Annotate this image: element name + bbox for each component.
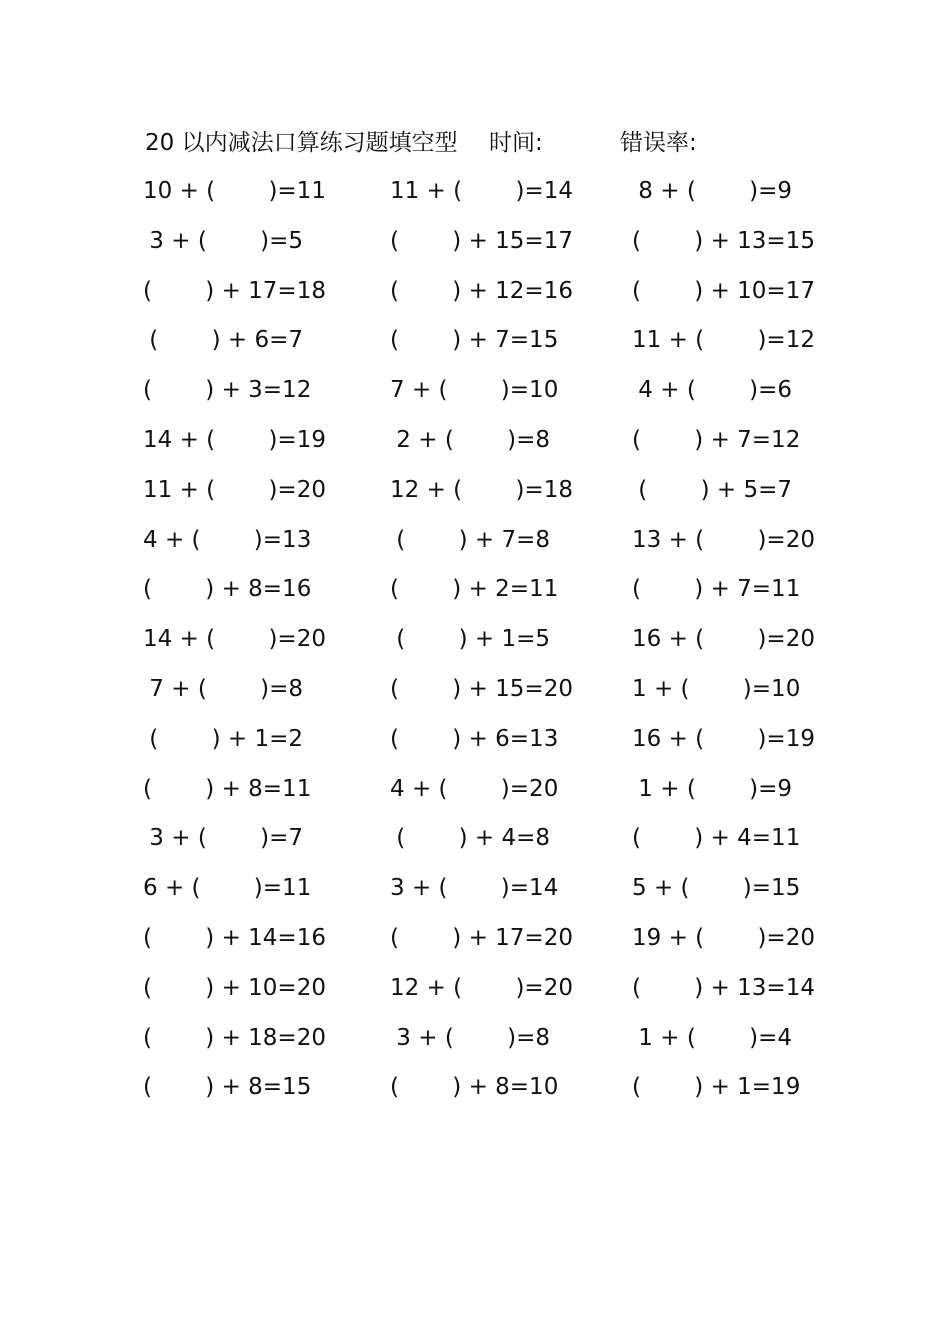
problem-item: ( ) + 7=15 (390, 327, 559, 354)
problem-item: ( ) + 2=11 (390, 576, 559, 603)
problem-item: 19 + ( )=20 (632, 924, 815, 951)
time-label: 时间: (489, 130, 543, 156)
problem-item: ( ) + 8=11 (143, 775, 312, 802)
problem-item: ( ) + 12=16 (390, 277, 573, 304)
problem-item: ( ) + 1=2 (149, 725, 303, 752)
problem-item: ( ) + 6=13 (390, 725, 559, 752)
problem-item: 3 + ( )=14 (390, 875, 559, 902)
problem-row (0, 473, 950, 523)
problem-item: 6 + ( )=11 (143, 875, 312, 902)
problem-row (0, 1070, 950, 1120)
problem-item: 7 + ( )=8 (149, 675, 303, 702)
error-rate-label: 错误率: (620, 130, 697, 156)
problem-row (0, 722, 950, 772)
problem-item: ( ) + 18=20 (143, 1024, 326, 1051)
problem-item: 3 + ( )=5 (149, 227, 303, 254)
problem-row (0, 274, 950, 324)
problem-item: ( ) + 17=18 (143, 277, 326, 304)
problem-item: 11 + ( )=12 (632, 327, 815, 354)
problem-item: 5 + ( )=15 (632, 875, 801, 902)
problem-item: ( ) + 7=8 (396, 526, 550, 553)
problem-row (0, 174, 950, 224)
problem-item: ( ) + 8=10 (390, 1074, 559, 1101)
problem-item: ( ) + 14=16 (143, 924, 326, 951)
problem-item: ( ) + 1=19 (632, 1074, 801, 1101)
problem-row (0, 672, 950, 722)
problem-item: ( ) + 17=20 (390, 924, 573, 951)
problem-row (0, 373, 950, 423)
problem-item: 11 + ( )=20 (143, 476, 326, 503)
problem-item: ( ) + 3=12 (143, 377, 312, 404)
problem-item: 8 + ( )=9 (638, 178, 792, 204)
problem-row (0, 772, 950, 822)
problem-item: ( ) + 1=5 (396, 626, 550, 653)
problem-item: ( ) + 6=7 (149, 327, 303, 354)
problem-item: ( ) + 13=14 (632, 974, 815, 1001)
problem-item: ( ) + 4=8 (396, 825, 550, 852)
problem-item: 4 + ( )=6 (638, 377, 792, 404)
problem-row (0, 572, 950, 622)
problem-item: ( ) + 5=7 (638, 476, 792, 503)
problem-item: 10 + ( )=11 (143, 178, 326, 204)
problem-row (0, 971, 950, 1021)
problem-item: 1 + ( )=4 (638, 1024, 792, 1051)
problem-item: 7 + ( )=10 (390, 377, 559, 404)
problem-item: 16 + ( )=20 (632, 626, 815, 653)
problem-item: ( ) + 8=15 (143, 1074, 312, 1101)
problem-item: 14 + ( )=19 (143, 426, 326, 453)
problem-row (0, 323, 950, 373)
problem-item: ( ) + 7=11 (632, 576, 801, 603)
problem-item: 1 + ( )=10 (632, 675, 801, 702)
problem-item: 14 + ( )=20 (143, 626, 326, 653)
problem-item: ( ) + 10=17 (632, 277, 815, 304)
problem-item: 12 + ( )=18 (390, 476, 573, 503)
problem-item: 1 + ( )=9 (638, 775, 792, 802)
problem-row (0, 871, 950, 921)
problem-item: 16 + ( )=19 (632, 725, 815, 752)
problem-item: 3 + ( )=7 (149, 825, 303, 852)
problem-item: 12 + ( )=20 (390, 974, 573, 1001)
problem-item: ( ) + 10=20 (143, 974, 326, 1001)
problem-row (0, 523, 950, 573)
problem-row (0, 921, 950, 971)
problem-grid (0, 174, 950, 1120)
problem-item: 4 + ( )=13 (143, 526, 312, 553)
problem-item: ( ) + 13=15 (632, 227, 815, 254)
worksheet-title: 20 以内减法口算练习题填空型 (145, 130, 458, 156)
problem-row (0, 1021, 950, 1071)
problem-item: 2 + ( )=8 (396, 426, 550, 453)
problem-item: ( ) + 15=20 (390, 675, 573, 702)
problem-item: 13 + ( )=20 (632, 526, 815, 553)
problem-item: ( ) + 8=16 (143, 576, 312, 603)
problem-item: 4 + ( )=20 (390, 775, 559, 802)
problem-item: ( ) + 15=17 (390, 227, 573, 254)
problem-item: ( ) + 7=12 (632, 426, 801, 453)
problem-item: ( ) + 4=11 (632, 825, 801, 852)
problem-row (0, 622, 950, 672)
problem-item: 3 + ( )=8 (396, 1024, 550, 1051)
problem-row (0, 224, 950, 274)
problem-item: 11 + ( )=14 (390, 178, 573, 204)
problem-row (0, 821, 950, 871)
problem-row (0, 423, 950, 473)
